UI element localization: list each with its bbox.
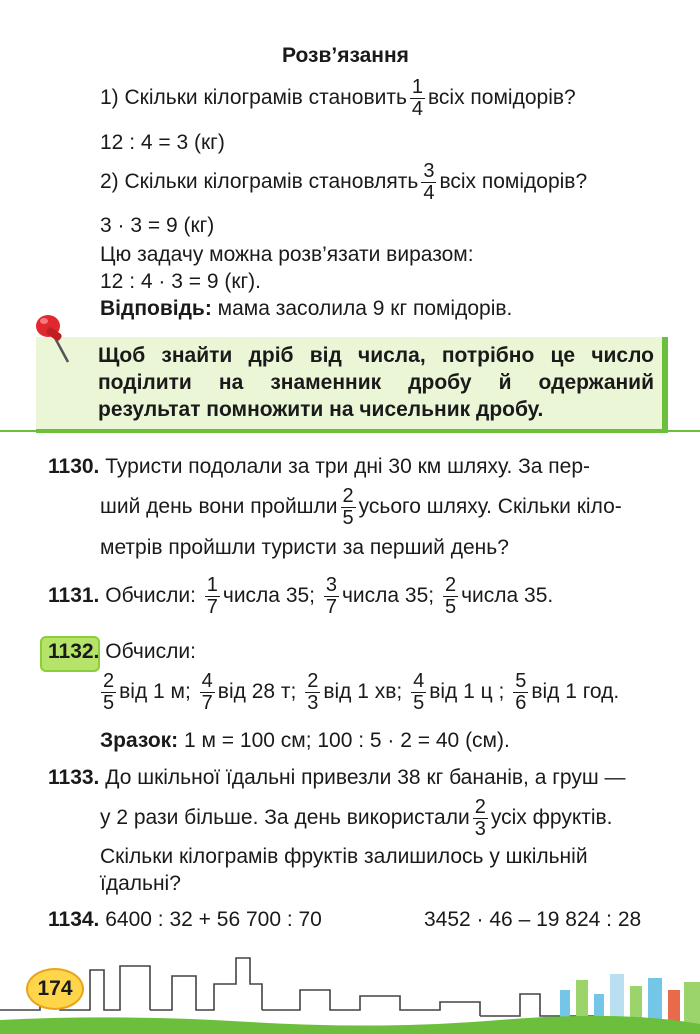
expression-2: 3452 · 46 – 19 824 : 28 xyxy=(424,908,642,931)
answer-label: Відповідь: xyxy=(100,297,212,320)
fraction: $\frac{4}{7}$ xyxy=(201,669,213,714)
rule-text: Щоб знайти дріб від числа, потрібно це число поділити на знаменник дробу й одержаний результат помножити на чисельник дробу. xyxy=(98,344,654,421)
expression-1: 6400 : 32 + 56 700 : 70 xyxy=(105,908,322,931)
fraction: $\frac{2}{5}$ xyxy=(103,669,115,714)
question-2-text: 2) Скільки кілограмів становлять xyxy=(100,170,419,193)
question-1-tail: всіх помідорів? xyxy=(428,86,576,109)
answer-text: мама засолила 9 кг помідорів. xyxy=(217,297,513,320)
calculation-1: 12 : 4 = 3 (кг) xyxy=(100,131,225,154)
expression-intro: Цю задачу можна розв’язати виразом: xyxy=(100,243,474,266)
exercise-number: 1132. xyxy=(48,640,100,663)
exercise-1132-items: $\frac{2}{5}$ від 1 м; $\frac{4}{7}$ від 28 т; $\frac{2}{3}$ від 1 хв; $\frac{4}{5}$ від 1 ц ; $\frac{5}{6}$ від 1 год. xyxy=(103,669,620,714)
fraction: $\frac{3}{7}$ xyxy=(325,573,337,618)
question-1-text: 1) Скільки кілограмів становить xyxy=(100,86,407,109)
exercise-number: 1130. xyxy=(48,455,100,478)
fraction: $\frac{2}{3}$ xyxy=(474,795,486,840)
divider xyxy=(0,430,700,432)
fraction: $\frac{1}{7}$ xyxy=(206,573,218,618)
sample-label: Зразок: xyxy=(100,729,179,752)
solution-heading: Розв’язання xyxy=(282,44,409,67)
exercise-1130-line-1: 1130. Туристи подолали за три дні 30 км шляху. За пер- xyxy=(48,455,591,478)
exercise-1134 xyxy=(48,908,322,932)
fraction: $\frac{2}{5}$ xyxy=(342,484,354,529)
exercise-1130-line-3: метрів пройшли туристи за перший день? xyxy=(100,536,509,559)
fraction: $\frac{4}{5}$ xyxy=(413,669,425,714)
exercise-1132-header: 1132. Обчисли: xyxy=(48,640,196,663)
exercise-1133-line-2: у 2 рази більше. За день використали $\frac{2}{3}$ усіх фруктів. xyxy=(100,795,613,840)
city-skyline-decoration xyxy=(0,950,700,1034)
pushpin-icon xyxy=(32,306,82,366)
exercise-1130-line-2: ший день вони пройшли $\frac{2}{5}$ усього шляху. Скільки кіло- xyxy=(100,484,622,529)
answer xyxy=(100,297,512,321)
exercise-1133-line-4: їдальні? xyxy=(100,872,181,895)
exercise-1133-line-3: Скільки кілограмів фруктів залишилось у шкільній xyxy=(100,845,588,868)
question-2-tail: всіх помідорів? xyxy=(439,170,588,193)
expression: 12 : 4 · 3 = 9 (кг). xyxy=(100,270,261,293)
exercise-number: 1131. xyxy=(48,584,100,607)
fraction: $\frac{2}{3}$ xyxy=(307,669,319,714)
fraction: $\frac{5}{6}$ xyxy=(515,669,527,714)
fraction: $\frac{1}{4}$ xyxy=(411,75,424,120)
exercise-number: 1134. xyxy=(48,908,100,931)
exercise-1131: 1131. Обчисли: $\frac{1}{7}$ числа 35; $\frac{3}{7}$ числа 35; $\frac{2}{5}$ числа 35. xyxy=(48,573,554,618)
exercise-number: 1133. xyxy=(48,766,100,789)
question-2 xyxy=(100,156,587,208)
exercise-1132-sample: Зразок: 1 м = 100 см; 100 : 5 · 2 = 40 (см). xyxy=(100,729,510,752)
fraction: $\frac{2}{5}$ xyxy=(444,573,457,618)
calculation-2: 3 · 3 = 9 (кг) xyxy=(100,214,215,237)
fraction: $\frac{3}{4}$ xyxy=(423,159,435,204)
page-number: 174 xyxy=(26,968,84,1010)
question-1 xyxy=(100,72,576,124)
exercise-1133-line-1: 1133. До шкільної їдальні привезли 38 кг бананів, а груш — xyxy=(48,766,626,789)
